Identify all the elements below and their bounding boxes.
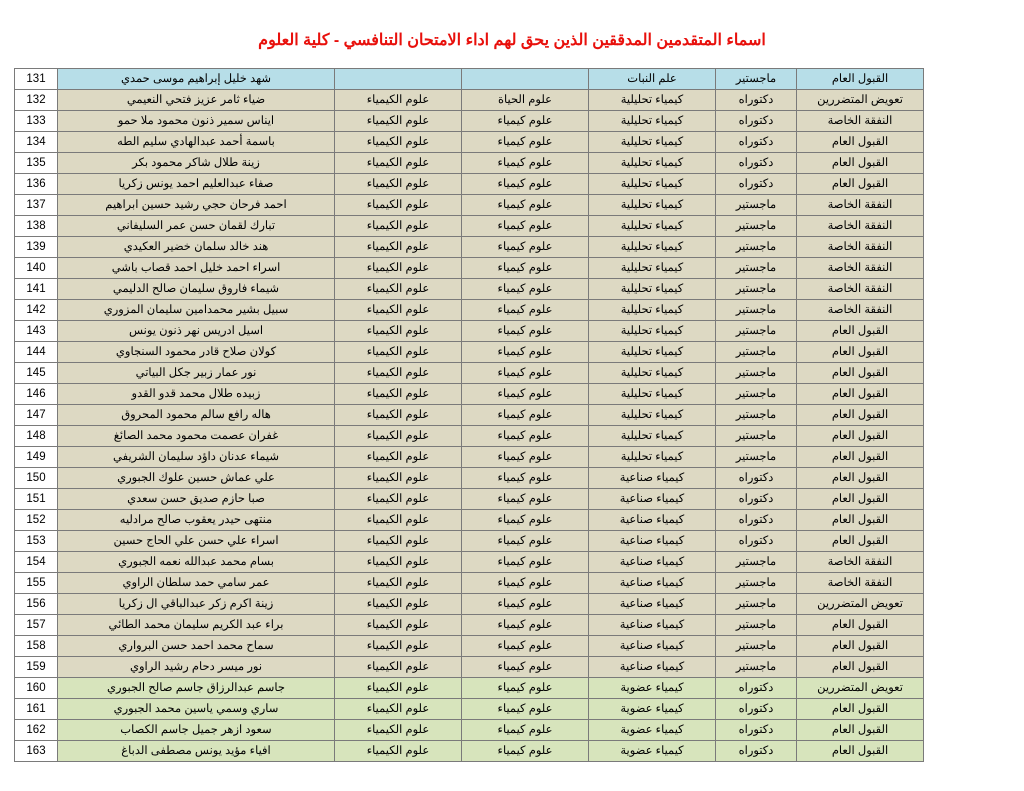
cell-admission: القبول العام [797,174,924,195]
cell-admission: القبول العام [797,531,924,552]
cell-number: 162 [15,720,58,741]
table-row [15,636,924,657]
cell-department: علوم كيمياء [462,405,589,426]
cell-department: علوم كيمياء [462,531,589,552]
cell-specialization: علوم الكيمياء [335,405,462,426]
cell-specialization: علوم الكيمياء [335,594,462,615]
cell-admission: النفقة الخاصة [797,573,924,594]
cell-department: علوم كيمياء [462,741,589,762]
cell-admission: القبول العام [797,342,924,363]
cell-degree: ماجستير [716,405,797,426]
cell-number: 163 [15,741,58,762]
cell-department: علوم كيمياء [462,678,589,699]
cell-specialization: علوم الكيمياء [335,363,462,384]
cell-number: 147 [15,405,58,426]
cell-field: علم النبات [589,69,716,90]
table-row [15,468,924,489]
cell-department: علوم كيمياء [462,195,589,216]
cell-number: 143 [15,321,58,342]
cell-department: علوم كيمياء [462,447,589,468]
cell-number: 156 [15,594,58,615]
cell-field: كيمياء عضوية [589,741,716,762]
cell-name: بسام محمد عبدالله نعمه الجبوري [58,552,335,573]
cell-field: كيمياء تحليلية [589,216,716,237]
cell-field: كيمياء تحليلية [589,300,716,321]
cell-admission: القبول العام [797,132,924,153]
cell-specialization [335,69,462,90]
cell-number: 140 [15,258,58,279]
cell-number: 148 [15,426,58,447]
cell-name: منتهى حيدر يعقوب صالح مرادليه [58,510,335,531]
cell-name: عمر سامي حمد سلطان الراوي [58,573,335,594]
cell-specialization: علوم الكيمياء [335,447,462,468]
cell-number: 139 [15,237,58,258]
cell-department: علوم كيمياء [462,363,589,384]
cell-specialization: علوم الكيمياء [335,195,462,216]
cell-specialization: علوم الكيمياء [335,720,462,741]
cell-field: كيمياء تحليلية [589,384,716,405]
cell-field: كيمياء تحليلية [589,111,716,132]
cell-department: علوم كيمياء [462,111,589,132]
cell-admission: النفقة الخاصة [797,258,924,279]
cell-degree: ماجستير [716,69,797,90]
cell-specialization: علوم الكيمياء [335,153,462,174]
cell-field: كيمياء صناعية [589,594,716,615]
table-row [15,216,924,237]
cell-admission: القبول العام [797,153,924,174]
cell-department: علوم كيمياء [462,636,589,657]
cell-admission: تعويض المتضررين [797,594,924,615]
cell-admission: النفقة الخاصة [797,237,924,258]
cell-admission: القبول العام [797,699,924,720]
cell-name: سماح محمد احمد حسن البرواري [58,636,335,657]
cell-degree: ماجستير [716,573,797,594]
cell-name: ضياء ثامر عزيز فتحي النعيمي [58,90,335,111]
cell-number: 132 [15,90,58,111]
table-row [15,678,924,699]
cell-admission: القبول العام [797,636,924,657]
cell-department: علوم كيمياء [462,489,589,510]
table-row [15,363,924,384]
cell-number: 159 [15,657,58,678]
cell-degree: ماجستير [716,237,797,258]
cell-degree: دكتوراه [716,468,797,489]
cell-field: كيمياء عضوية [589,678,716,699]
cell-name: زينة طلال شاكر محمود بكر [58,153,335,174]
cell-admission: القبول العام [797,447,924,468]
cell-admission: النفقة الخاصة [797,552,924,573]
cell-admission: القبول العام [797,468,924,489]
cell-field: كيمياء تحليلية [589,153,716,174]
cell-number: 145 [15,363,58,384]
cell-department [462,69,589,90]
table-row [15,552,924,573]
cell-degree: دكتوراه [716,153,797,174]
cell-department: علوم كيمياء [462,321,589,342]
cell-specialization: علوم الكيمياء [335,489,462,510]
cell-number: 141 [15,279,58,300]
cell-admission: النفقة الخاصة [797,111,924,132]
cell-degree: ماجستير [716,447,797,468]
cell-field: كيمياء صناعية [589,510,716,531]
cell-department: علوم كيمياء [462,426,589,447]
table-row [15,720,924,741]
cell-field: كيمياء تحليلية [589,321,716,342]
cell-number: 142 [15,300,58,321]
cell-name: سبيل بشير محمدامين سليمان المزوري [58,300,335,321]
cell-number: 154 [15,552,58,573]
cell-name: افياء مؤيد يونس مصطفى الدباغ [58,741,335,762]
table-row [15,342,924,363]
cell-degree: ماجستير [716,615,797,636]
cell-name: زبيده طلال محمد قدو القدو [58,384,335,405]
cell-number: 135 [15,153,58,174]
table-row [15,132,924,153]
cell-department: علوم كيمياء [462,615,589,636]
cell-specialization: علوم الكيمياء [335,174,462,195]
cell-number: 149 [15,447,58,468]
cell-degree: دكتوراه [716,90,797,111]
cell-department: علوم كيمياء [462,279,589,300]
cell-name: كولان صلاح قادر محمود السنجاوي [58,342,335,363]
cell-admission: القبول العام [797,510,924,531]
table-row [15,699,924,720]
cell-field: كيمياء صناعية [589,657,716,678]
table-row [15,69,924,90]
table-row [15,174,924,195]
cell-degree: ماجستير [716,300,797,321]
table-row [15,405,924,426]
cell-name: ساري وسمي ياسين محمد الجبوري [58,699,335,720]
cell-degree: ماجستير [716,384,797,405]
cell-name: سعود ازهر جميل جاسم الكصاب [58,720,335,741]
cell-specialization: علوم الكيمياء [335,426,462,447]
cell-admission: تعويض المتضررين [797,90,924,111]
cell-name: اسراء علي حسن علي الحاج حسين [58,531,335,552]
cell-field: كيمياء صناعية [589,531,716,552]
cell-degree: دكتوراه [716,720,797,741]
cell-admission: النفقة الخاصة [797,300,924,321]
cell-department: علوم كيمياء [462,699,589,720]
cell-degree: دكتوراه [716,678,797,699]
cell-name: نور ميسر دحام رشيد الراوي [58,657,335,678]
cell-department: علوم كيمياء [462,594,589,615]
cell-specialization: علوم الكيمياء [335,552,462,573]
cell-department: علوم كيمياء [462,657,589,678]
cell-name: هاله رافع سالم محمود المحروق [58,405,335,426]
cell-degree: دكتوراه [716,531,797,552]
cell-degree: دكتوراه [716,111,797,132]
table-row [15,279,924,300]
cell-field: كيمياء تحليلية [589,90,716,111]
cell-name: نور عمار زبير جكل البياتي [58,363,335,384]
cell-admission: النفقة الخاصة [797,216,924,237]
cell-degree: دكتوراه [716,699,797,720]
cell-specialization: علوم الكيمياء [335,510,462,531]
cell-number: 153 [15,531,58,552]
cell-field: كيمياء تحليلية [589,258,716,279]
cell-department: علوم كيمياء [462,342,589,363]
cell-name: جاسم عبدالرزاق جاسم صالح الجبوري [58,678,335,699]
table-row [15,384,924,405]
cell-department: علوم كيمياء [462,300,589,321]
cell-admission: النفقة الخاصة [797,279,924,300]
table-row [15,531,924,552]
table-row [15,195,924,216]
cell-admission: القبول العام [797,657,924,678]
table-row [15,657,924,678]
cell-number: 150 [15,468,58,489]
cell-name: اسيل ادريس نهر ذنون يونس [58,321,335,342]
cell-admission: القبول العام [797,321,924,342]
cell-department: علوم كيمياء [462,468,589,489]
cell-name: شيماء عدنان داؤد سليمان الشريفي [58,447,335,468]
cell-field: كيمياء تحليلية [589,447,716,468]
cell-admission: النفقة الخاصة [797,195,924,216]
cell-admission: القبول العام [797,489,924,510]
cell-degree: ماجستير [716,426,797,447]
cell-number: 137 [15,195,58,216]
cell-department: علوم كيمياء [462,153,589,174]
cell-department: علوم كيمياء [462,573,589,594]
cell-field: كيمياء عضوية [589,699,716,720]
cell-degree: ماجستير [716,279,797,300]
cell-field: كيمياء تحليلية [589,426,716,447]
cell-degree: ماجستير [716,552,797,573]
cell-number: 155 [15,573,58,594]
cell-specialization: علوم الكيمياء [335,258,462,279]
table-row [15,321,924,342]
cell-degree: ماجستير [716,594,797,615]
cell-field: كيمياء صناعية [589,573,716,594]
cell-degree: ماجستير [716,195,797,216]
cell-field: كيمياء تحليلية [589,195,716,216]
cell-name: صفاء عبدالعليم احمد يونس زكريا [58,174,335,195]
cell-department: علوم كيمياء [462,384,589,405]
cell-name: علي عماش حسين علوك الجبوري [58,468,335,489]
cell-specialization: علوم الكيمياء [335,321,462,342]
cell-field: كيمياء تحليلية [589,342,716,363]
cell-field: كيمياء تحليلية [589,279,716,300]
cell-name: اسراء احمد خليل احمد قصاب باشي [58,258,335,279]
cell-specialization: علوم الكيمياء [335,468,462,489]
table-row [15,594,924,615]
table-row [15,90,924,111]
cell-name: زينة اكرم زكر عبدالباقي ال زكريا [58,594,335,615]
cell-field: كيمياء تحليلية [589,237,716,258]
cell-field: كيمياء صناعية [589,615,716,636]
cell-admission: القبول العام [797,363,924,384]
cell-name: صبا حازم صديق حسن سعدي [58,489,335,510]
cell-name: ايناس سمير ذنون محمود ملا حمو [58,111,335,132]
cell-specialization: علوم الكيمياء [335,741,462,762]
table-row [15,447,924,468]
cell-number: 131 [15,69,58,90]
cell-number: 160 [15,678,58,699]
cell-field: كيمياء تحليلية [589,405,716,426]
cell-number: 151 [15,489,58,510]
cell-specialization: علوم الكيمياء [335,279,462,300]
table-row [15,573,924,594]
cell-field: كيمياء تحليلية [589,174,716,195]
cell-number: 134 [15,132,58,153]
cell-number: 138 [15,216,58,237]
cell-number: 136 [15,174,58,195]
table-row [15,741,924,762]
table-row [15,258,924,279]
cell-specialization: علوم الكيمياء [335,615,462,636]
cell-admission: القبول العام [797,720,924,741]
cell-department: علوم كيمياء [462,132,589,153]
cell-number: 152 [15,510,58,531]
cell-degree: دكتوراه [716,741,797,762]
cell-department: علوم كيمياء [462,258,589,279]
cell-specialization: علوم الكيمياء [335,636,462,657]
cell-specialization: علوم الكيمياء [335,678,462,699]
applicants-table-body [15,69,924,762]
cell-degree: دكتوراه [716,174,797,195]
cell-department: علوم كيمياء [462,237,589,258]
cell-degree: ماجستير [716,321,797,342]
cell-specialization: علوم الكيمياء [335,531,462,552]
cell-admission: القبول العام [797,615,924,636]
cell-number: 158 [15,636,58,657]
cell-admission: القبول العام [797,741,924,762]
cell-name: شهد خليل إبراهيم موسى حمدي [58,69,335,90]
cell-degree: ماجستير [716,657,797,678]
cell-admission: القبول العام [797,384,924,405]
cell-name: شيماء فاروق سليمان صالح الدليمي [58,279,335,300]
cell-field: كيمياء صناعية [589,552,716,573]
cell-degree: ماجستير [716,363,797,384]
cell-degree: ماجستير [716,342,797,363]
table-row [15,615,924,636]
cell-specialization: علوم الكيمياء [335,573,462,594]
cell-number: 146 [15,384,58,405]
cell-field: كيمياء تحليلية [589,132,716,153]
cell-specialization: علوم الكيمياء [335,384,462,405]
cell-name: براء عبد الكريم سليمان محمد الطائي [58,615,335,636]
cell-name: احمد فرحان حجي رشيد حسين ابراهيم [58,195,335,216]
cell-number: 157 [15,615,58,636]
cell-specialization: علوم الكيمياء [335,300,462,321]
cell-admission: تعويض المتضررين [797,678,924,699]
cell-number: 161 [15,699,58,720]
cell-specialization: علوم الكيمياء [335,90,462,111]
cell-specialization: علوم الكيمياء [335,132,462,153]
table-row [15,510,924,531]
cell-field: كيمياء عضوية [589,720,716,741]
cell-admission: القبول العام [797,405,924,426]
table-row [15,300,924,321]
cell-department: علوم كيمياء [462,552,589,573]
cell-field: كيمياء صناعية [589,468,716,489]
table-row [15,153,924,174]
cell-specialization: علوم الكيمياء [335,237,462,258]
cell-name: تبارك لقمان حسن عمر السليفاني [58,216,335,237]
cell-specialization: علوم الكيمياء [335,657,462,678]
cell-field: كيمياء صناعية [589,489,716,510]
cell-field: كيمياء تحليلية [589,363,716,384]
cell-name: غفران عصمت محمود محمد الصائغ [58,426,335,447]
cell-number: 133 [15,111,58,132]
cell-specialization: علوم الكيمياء [335,342,462,363]
cell-name: هند خالد سلمان خضير العكيدي [58,237,335,258]
applicants-table-container [26,68,924,762]
table-row [15,111,924,132]
cell-degree: ماجستير [716,636,797,657]
cell-department: علوم كيمياء [462,216,589,237]
cell-department: علوم الحياة [462,90,589,111]
page-title: اسماء المتقدمين المدققين الذين يحق لهم اداء الامتحان التنافسي - كلية العلوم [258,32,766,49]
cell-degree: دكتوراه [716,510,797,531]
cell-department: علوم كيمياء [462,720,589,741]
cell-degree: ماجستير [716,258,797,279]
cell-name: باسمة أحمد عبدالهادي سليم الطه [58,132,335,153]
cell-specialization: علوم الكيمياء [335,699,462,720]
cell-degree: ماجستير [716,216,797,237]
cell-number: 144 [15,342,58,363]
cell-department: علوم كيمياء [462,510,589,531]
cell-department: علوم كيمياء [462,174,589,195]
applicants-table [14,68,924,762]
cell-degree: دكتوراه [716,489,797,510]
cell-degree: دكتوراه [716,132,797,153]
cell-field: كيمياء صناعية [589,636,716,657]
cell-admission: القبول العام [797,426,924,447]
table-row [15,426,924,447]
cell-specialization: علوم الكيمياء [335,111,462,132]
table-row [15,237,924,258]
cell-admission: القبول العام [797,69,924,90]
cell-specialization: علوم الكيمياء [335,216,462,237]
table-row [15,489,924,510]
